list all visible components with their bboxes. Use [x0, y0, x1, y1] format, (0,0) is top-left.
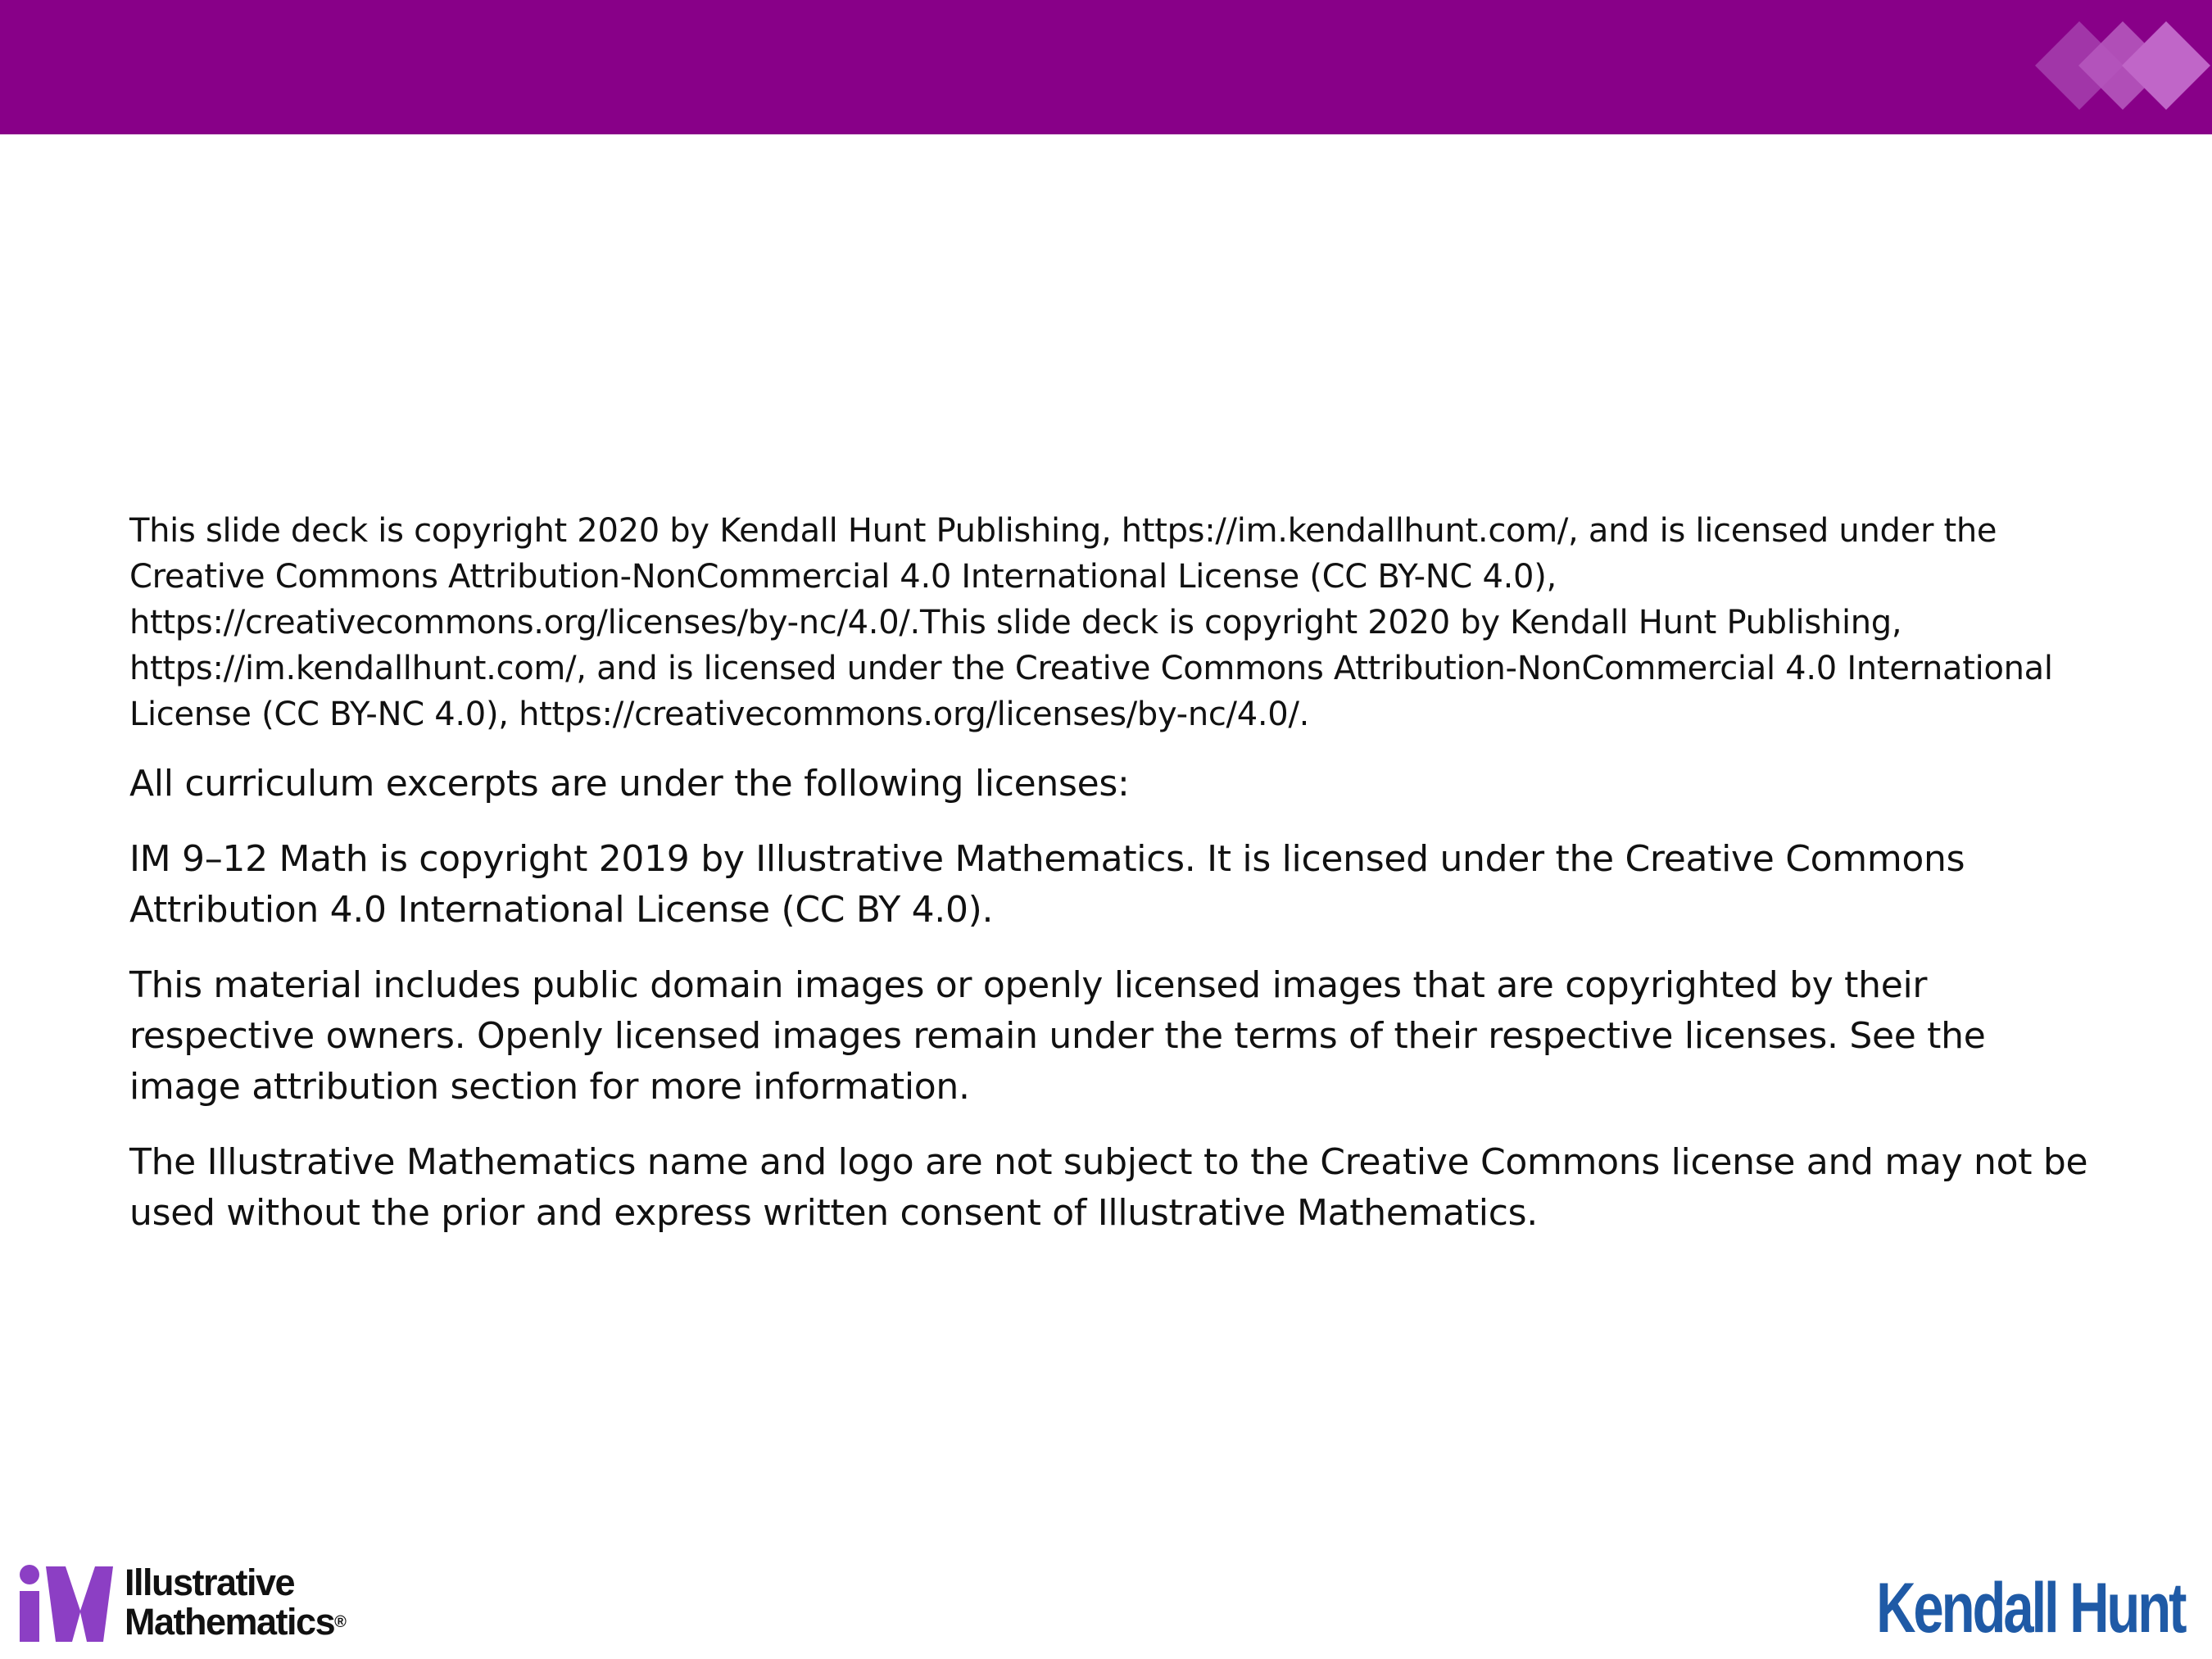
diamond-pattern-icon [2015, 0, 2212, 134]
license-content [129, 508, 2096, 1263]
illustrative-mathematics-logo [18, 1563, 370, 1645]
copyright-paragraph: This slide deck is copyright 2020 by Kendall Hunt Publishing, https://im.kendallhunt.com/, and is licensed under the Creative Commons Attribution-NonCommercial 4.0 International License (CC BY-NC 4.0), https://creativecommons.org/licenses/by-nc/4.0/.This slide deck is copyright 2020 by Kendall Hunt Publishing, https://im.kendallhunt.com/, and is licensed under the Creative Commons Attribution-NonCommercial 4.0 International License (CC BY-NC 4.0), https://creativecommons.org/licenses/by-nc/4.0/. [129, 512, 2053, 733]
top-banner [0, 0, 2212, 134]
kendall-hunt-logo: Kendall Hunt [1875, 1569, 2184, 1648]
im-license-paragraph: IM 9–12 Math is copyright 2019 by Illustrative Mathematics. It is licensed under the Creative Commons Attribution 4.0 International License (CC BY 4.0). [129, 838, 1965, 931]
images-license-paragraph: This material includes public domain images or openly licensed images that are copyrighted by their respective owners. Openly licensed images remain under the terms of their respective licenses. See the image attribution section for more information. [129, 964, 1986, 1108]
registered-mark: ® [334, 1613, 347, 1631]
trademark-paragraph: The Illustrative Mathematics name and logo are not subject to the Creative Commons license and may not be used without the prior and express written consent of Illustrative Mathematics. [129, 1141, 2088, 1234]
curriculum-license-intro: All curriculum excerpts are under the following licenses: [129, 763, 1130, 805]
im-logo-mark-icon [18, 1563, 113, 1645]
im-logo-line2: Mathematics® [125, 1601, 347, 1643]
im-logo-line1: Illustrative [125, 1562, 295, 1603]
im-logo-wordmark [125, 1563, 347, 1642]
